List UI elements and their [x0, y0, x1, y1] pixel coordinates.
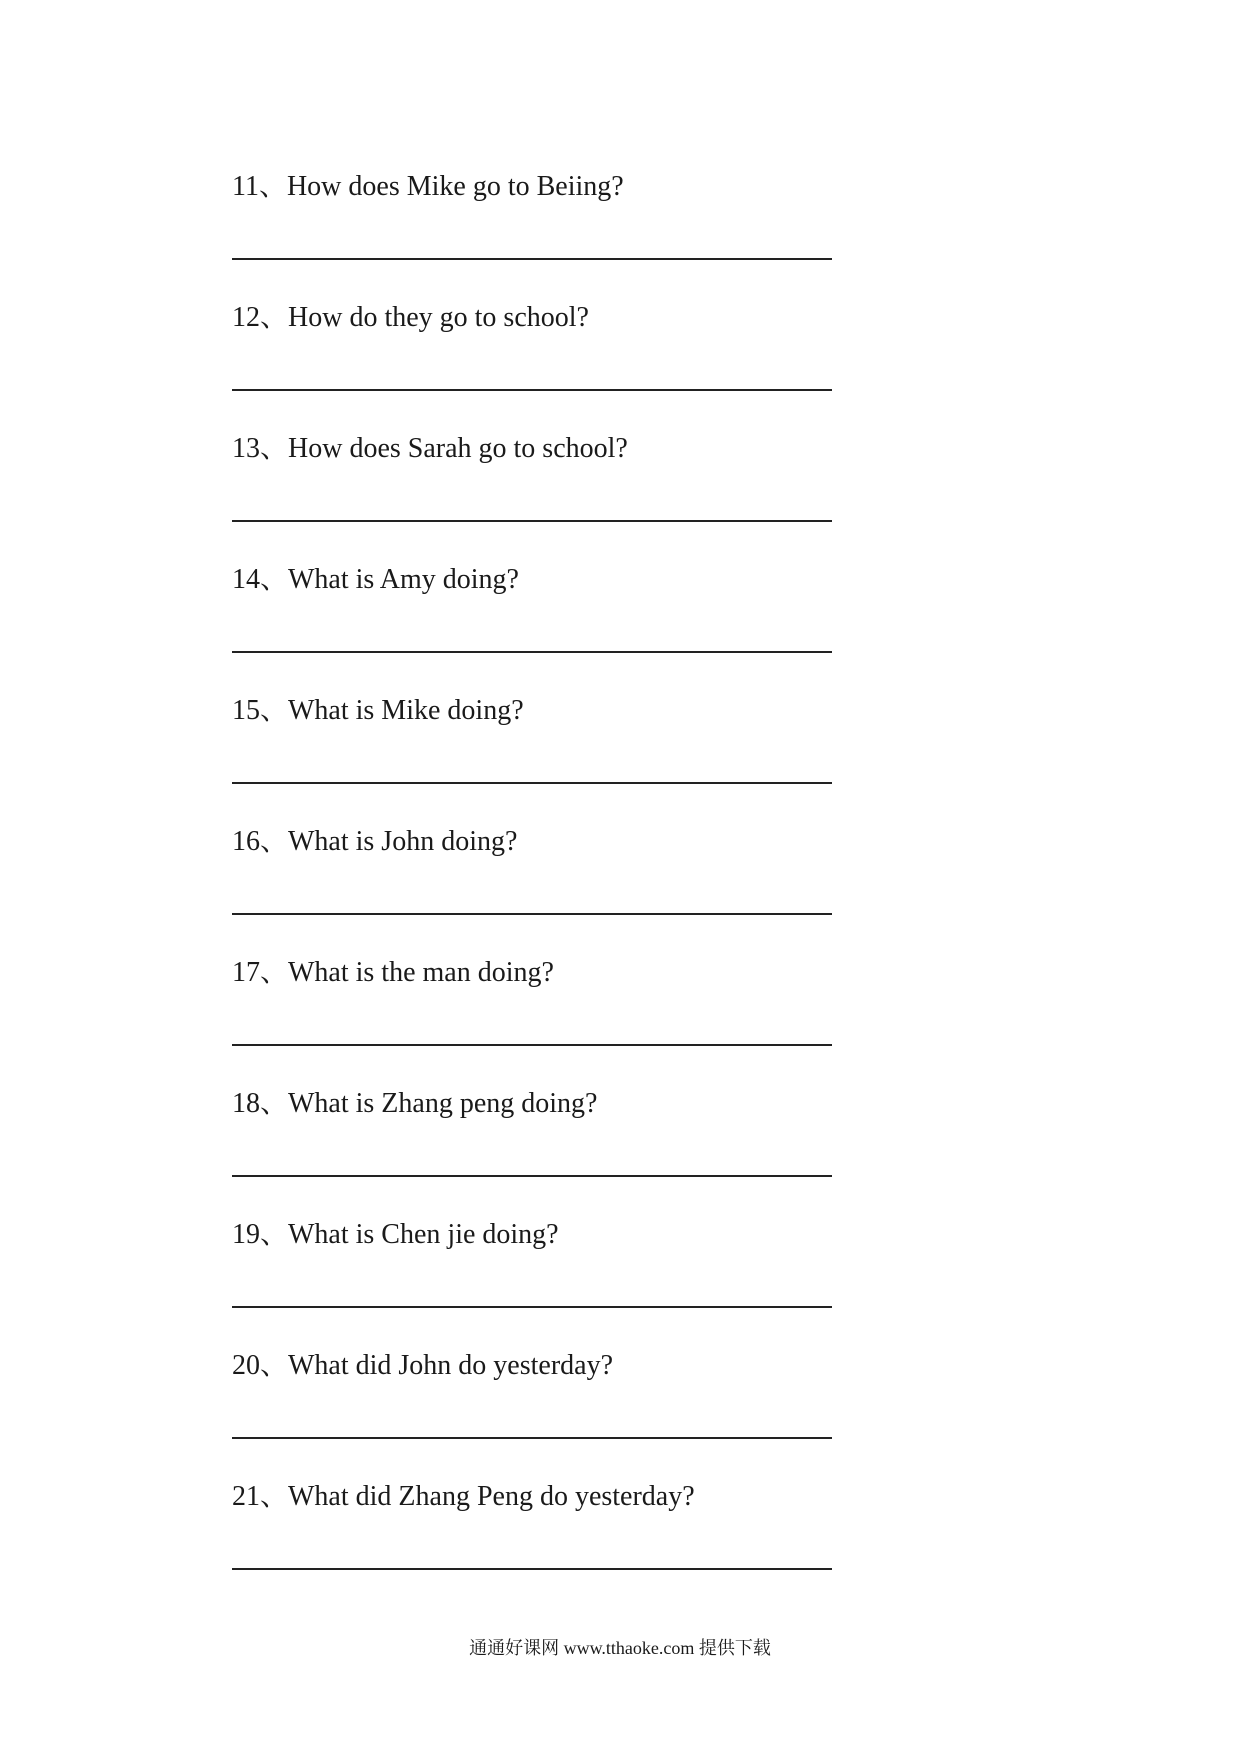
- question-text: 13、How does Sarah go to school?: [232, 433, 628, 464]
- question-14: [232, 553, 832, 684]
- question-text: 12、How do they go to school?: [232, 302, 589, 333]
- question-text: 11、How does Mike go to Beiing?: [232, 171, 624, 202]
- question-17: [232, 946, 832, 1077]
- question-19: [232, 1208, 832, 1339]
- question-18: [232, 1077, 832, 1208]
- question-12: [232, 291, 832, 422]
- question-16: [232, 815, 832, 946]
- answer-line[interactable]: [232, 1175, 832, 1177]
- question-text: 21、What did Zhang Peng do yesterday?: [232, 1481, 695, 1512]
- answer-line[interactable]: [232, 1437, 832, 1439]
- question-text: 16、What is John doing?: [232, 826, 518, 857]
- question-20: [232, 1339, 832, 1470]
- answer-line[interactable]: [232, 1568, 832, 1570]
- answer-line[interactable]: [232, 520, 832, 522]
- answer-line[interactable]: [232, 1044, 832, 1046]
- question-text: 17、What is the man doing?: [232, 957, 554, 988]
- answer-line[interactable]: [232, 782, 832, 784]
- question-13: [232, 422, 832, 553]
- answer-line[interactable]: [232, 389, 832, 391]
- question-text: 14、What is Amy doing?: [232, 564, 519, 595]
- answer-line[interactable]: [232, 1306, 832, 1308]
- question-text: 19、What is Chen jie doing?: [232, 1219, 559, 1250]
- question-text: 18、What is Zhang peng doing?: [232, 1088, 598, 1119]
- answer-line[interactable]: [232, 913, 832, 915]
- question-text: 15、What is Mike doing?: [232, 695, 524, 726]
- answer-line[interactable]: [232, 258, 832, 260]
- question-text: 20、What did John do yesterday?: [232, 1350, 614, 1381]
- question-15: [232, 684, 832, 815]
- question-11: [232, 160, 832, 291]
- footer-text: 通通好课网 www.tthaoke.com 提供下载: [469, 1638, 771, 1658]
- answer-line[interactable]: [232, 651, 832, 653]
- question-21: [232, 1470, 832, 1601]
